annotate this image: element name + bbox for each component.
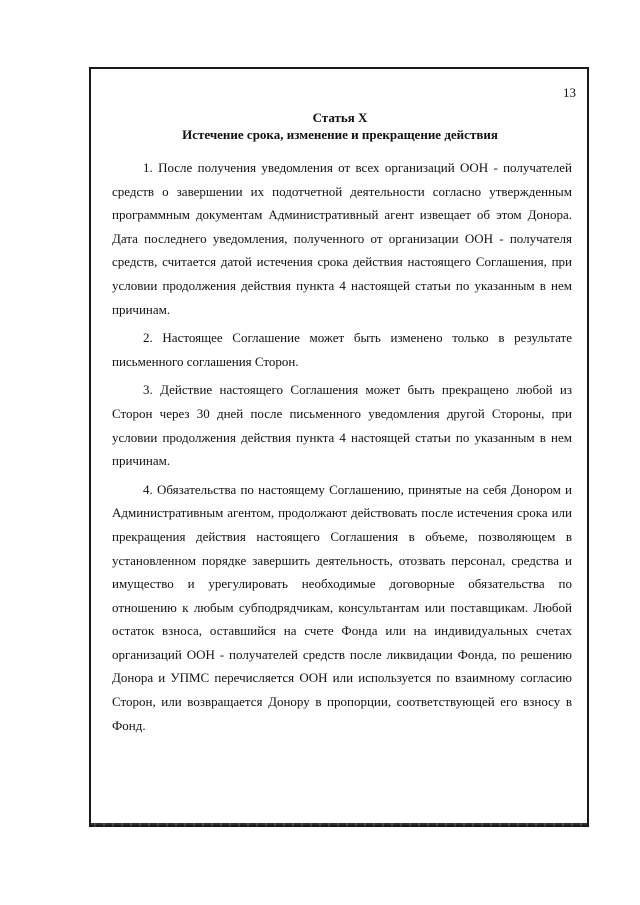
page-number: 13 [563,85,576,100]
article-subtitle: Истечение срока, изменение и прекращение действия [182,127,498,142]
paragraph-2: 2. Настоящее Соглашение может быть изменено только в результате письменного соглашения Сторон. [112,330,572,369]
article-body [112,156,572,742]
paragraph-3: 3. Действие настоящего Соглашения может быть прекращено любой из Сторон через 30 дней после письменного уведомления другой Стороны, при условии продолжения действия пункта 4 настоящей статьи по указанным в нем причинам. [112,382,572,469]
paragraph-4: 4. Обязательства по настоящему Соглашению, принятые на себя Донором и Административным агентом, продолжают действовать после истечения срока или прекращения действия настоящего Соглашения в объеме, позволяющем в установленном порядке завершить деятельность, отозвать персонал, средства и имущество и урегулировать необходимые договорные обязательства по отношению к любым субподрядчикам, консультантам или поставщикам. Любой остаток взноса, оставшийся на счете Фонда или на индивидуальных счетах организаций ООН - получателей средств после ликвидации Фонда, по решению Донора и УПМС перечисляется ООН или используется по взаимному согласию Сторон, или возвращается Донору в пропорции, соответствующей его взносу в Фонд. [112,481,572,733]
paragraph-1: 1. После получения уведомления от всех организаций ООН - получателей средств о завершении их подотчетной деятельности согласно утвержденным программным документам Административный агент извещает об этом Донора. Дата последнего уведомления, полученного от организации ООН - получателя средств, считается датой истечения срока действия настоящего Соглашения, при условии продолжения действия пункта 4 настоящей статьи по указанным в нем причинам. [112,160,572,317]
article-title: Статья Х [312,110,368,125]
